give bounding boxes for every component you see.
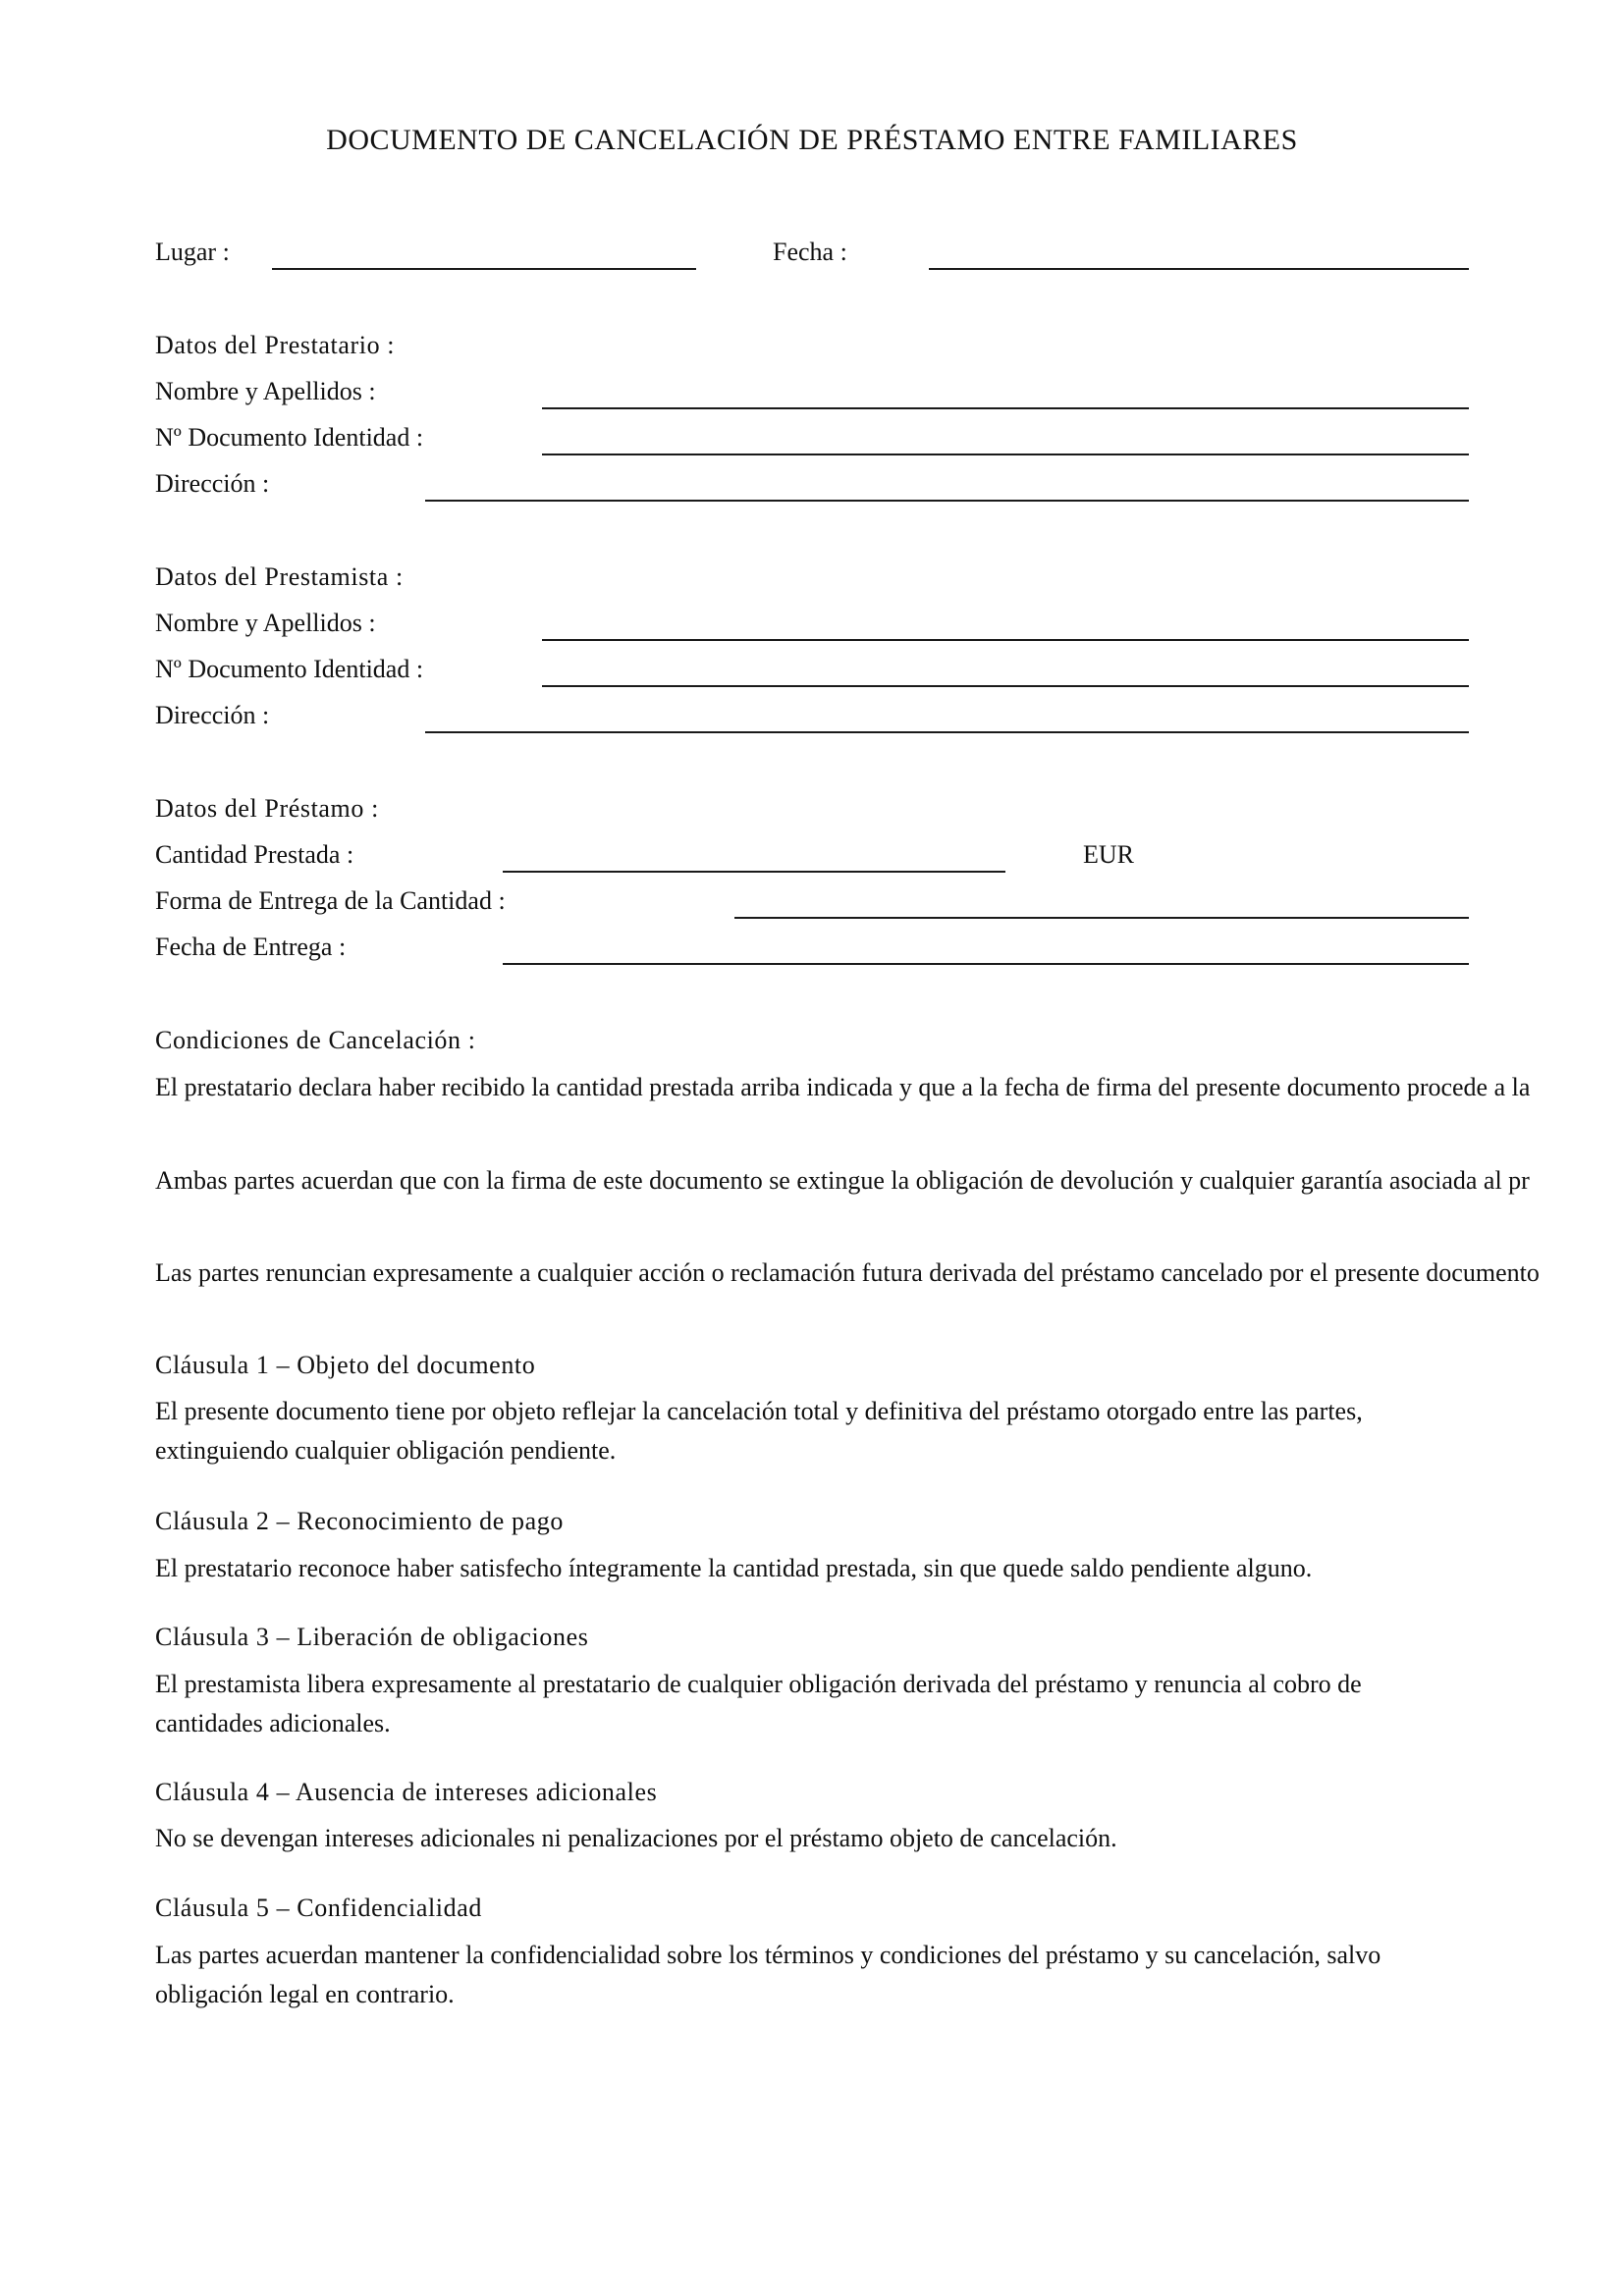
clause-5-title: Cláusula 5 – Confidencialidad (155, 1894, 482, 1922)
clause-3-body: El prestamista libera expresamente al prestatario de cualquier obligación derivada del préstamo y renuncia al cobro de cantidades adicionales. (155, 1670, 1362, 1737)
delivery-method-label: Forma de Entrega de la Cantidad : (155, 886, 506, 915)
lender-id-label: Nº Documento Identidad : (155, 655, 424, 683)
clause-3-title: Cláusula 3 – Liberación de obligaciones (155, 1623, 589, 1651)
borrower-section-title: Datos del Prestatario : (155, 331, 396, 359)
lender-name-field[interactable] (542, 639, 1469, 641)
place-field[interactable] (272, 268, 696, 270)
borrower-id-label: Nº Documento Identidad : (155, 423, 424, 452)
clause-4-title: Cláusula 4 – Ausencia de intereses adicionales (155, 1778, 658, 1806)
lender-address-label: Dirección : (155, 701, 270, 729)
delivery-method-field[interactable] (734, 917, 1469, 919)
document-title: DOCUMENTO DE CANCELACIÓN DE PRÉSTAMO ENTRE FAMILIARES (326, 124, 1298, 156)
place-label: Lugar : (155, 238, 230, 266)
loan-section-title: Datos del Préstamo : (155, 794, 379, 823)
date-label: Fecha : (773, 238, 847, 266)
loan-amount-label: Cantidad Prestada : (155, 840, 354, 869)
lender-id-field[interactable] (542, 685, 1469, 687)
clause-5-body: Las partes acuerdan mantener la confidencialidad sobre los términos y condiciones del préstamo y su cancelación, salvo obligación legal en contrario. (155, 1941, 1381, 2008)
lender-name-label: Nombre y Apellidos : (155, 609, 376, 637)
loan-amount-field[interactable] (503, 871, 1005, 873)
borrower-address-label: Dirección : (155, 469, 270, 498)
delivery-date-field[interactable] (503, 963, 1469, 965)
delivery-date-label: Fecha de Entrega : (155, 933, 347, 961)
lender-address-field[interactable] (425, 731, 1469, 733)
clause-1-body: El presente documento tiene por objeto reflejar la cancelación total y definitiva del préstamo otorgado entre las partes, extinguiendo cualquier obligación pendiente. (155, 1397, 1363, 1465)
borrower-id-field[interactable] (542, 454, 1469, 455)
currency-label: EUR (1083, 840, 1134, 869)
conditions-paragraph-1: El prestatario declara haber recibido la cantidad prestada arriba indicada y que a la fecha de firma del presente documento procede a la (155, 1073, 1531, 1101)
lender-section-title: Datos del Prestamista : (155, 562, 404, 591)
clause-2-body: El prestatario reconoce haber satisfecho íntegramente la cantidad prestada, sin que quede saldo pendiente alguno. (155, 1554, 1313, 1582)
borrower-name-label: Nombre y Apellidos : (155, 377, 376, 405)
conditions-section-title: Condiciones de Cancelación : (155, 1026, 476, 1054)
clause-1-title: Cláusula 1 – Objeto del documento (155, 1351, 536, 1379)
conditions-paragraph-2: Ambas partes acuerdan que con la firma de este documento se extingue la obligación de devolución y cualquier garantía asociada al pr (155, 1166, 1530, 1195)
clause-2-title: Cláusula 2 – Reconocimiento de pago (155, 1507, 564, 1535)
borrower-name-field[interactable] (542, 407, 1469, 409)
date-field[interactable] (929, 268, 1469, 270)
conditions-paragraph-3: Las partes renuncian expresamente a cualquier acción o reclamación futura derivada del préstamo cancelado por el presente documento (155, 1258, 1540, 1287)
clause-4-body: No se devengan intereses adicionales ni penalizaciones por el préstamo objeto de cancelación. (155, 1824, 1117, 1852)
borrower-address-field[interactable] (425, 500, 1469, 502)
